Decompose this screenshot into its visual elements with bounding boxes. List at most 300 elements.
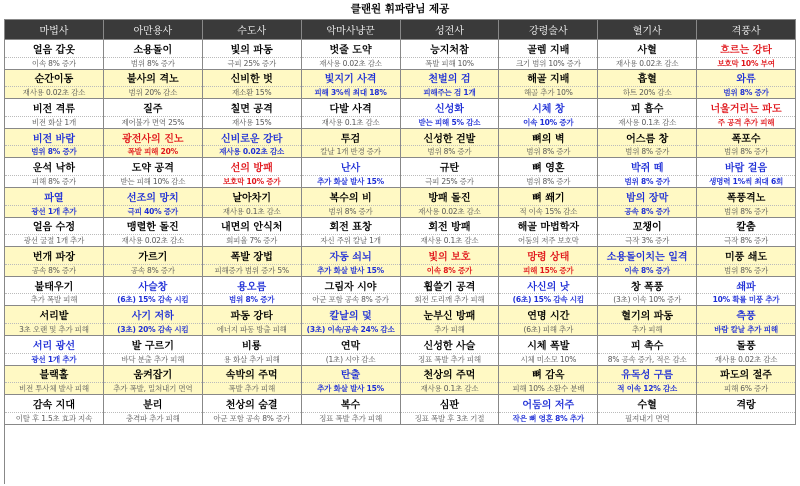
- skill-name: 발 구르기: [131, 340, 174, 352]
- skill-name: 유독성 구름: [621, 370, 674, 382]
- skill-effect: 피해 10% 소환수 분배: [499, 382, 597, 394]
- skill-effect: 재사용 0.02초 감소: [401, 205, 499, 217]
- skill-name: 운석 낙하: [32, 163, 75, 175]
- skill-name: 다발 사격: [329, 103, 372, 115]
- skill-name: 사기 저하: [131, 311, 174, 323]
- skill-cell: [203, 218, 302, 248]
- skill-effect: 받는 피해 5% 감소: [401, 116, 499, 128]
- skill-name: 쇄파: [736, 281, 756, 293]
- skill-name: 서리 광선: [32, 340, 75, 352]
- skill-name: 천상의 숨결: [225, 399, 278, 411]
- skill-name: 파열: [44, 192, 64, 204]
- skill-name: 난사: [340, 163, 361, 175]
- skill-effect: 범위 8% 증가: [499, 145, 597, 157]
- skill-cell: [302, 247, 401, 277]
- skill-cell: [499, 40, 598, 70]
- skill-cell: [5, 40, 104, 70]
- skill-name: 흡혈: [637, 74, 657, 86]
- skill-effect: 에너지 파동 방출 피해: [203, 323, 301, 335]
- skill-effect: (6초) 15% 감속 시킴: [499, 293, 597, 305]
- skill-cell: [697, 188, 796, 218]
- skill-cell: [499, 306, 598, 336]
- skill-name: 내면의 안식처: [220, 222, 283, 234]
- skill-cell: [104, 158, 203, 188]
- skill-effect: 범위 8% 증가: [697, 264, 795, 276]
- skill-effect: 피해 8% 증가: [5, 175, 103, 187]
- skill-name: 천벌의 검: [428, 74, 471, 86]
- column-header: 마법사: [5, 20, 104, 40]
- skill-cell: [104, 277, 203, 307]
- skill-cell: [598, 129, 697, 159]
- skill-cell: [104, 306, 203, 336]
- skill-effect: 칼날 1개 반경 증가: [302, 145, 400, 157]
- skill-name: 얼음 수정: [32, 222, 75, 234]
- skill-cell: [598, 395, 697, 425]
- skill-effect: 재사용 0.02초 감소: [697, 353, 795, 365]
- skill-effect: 이탈 후 1.5초 효과 지속: [5, 412, 103, 424]
- skill-cell: [302, 277, 401, 307]
- skill-name: 광전사의 진노: [122, 133, 184, 145]
- skill-effect: 범위 8% 증가: [499, 175, 597, 187]
- skill-name: 연막: [340, 340, 361, 352]
- skill-cell: [203, 336, 302, 366]
- skill-effect: 범위 8% 증가: [697, 86, 795, 98]
- skill-effect: 공속 8% 증가: [104, 264, 202, 276]
- skill-cell: [5, 99, 104, 129]
- skill-effect: 보호막 10% 부여: [697, 57, 795, 69]
- skill-name: 파동 강타: [230, 311, 273, 323]
- skill-name: 휩쓸기 공격: [423, 281, 476, 293]
- skill-name: 번개 파장: [32, 251, 75, 263]
- skill-effect: 해골 추가 10%: [499, 86, 597, 98]
- skill-effect: 범위 8% 증가: [401, 145, 499, 157]
- skill-cell: [302, 40, 401, 70]
- skill-effect: 바닥 분출 추가 피해: [104, 353, 202, 365]
- skill-cell: [697, 70, 796, 100]
- skill-cell: [499, 277, 598, 307]
- skill-cell: [598, 336, 697, 366]
- skill-name: 파도의 절주: [720, 370, 772, 382]
- skill-cell: [598, 70, 697, 100]
- skill-effect: 작은 뼈 영혼 8% 추가: [499, 412, 597, 424]
- skill-cell: [104, 70, 203, 100]
- skill-cell: [697, 99, 796, 129]
- skill-cell: [5, 277, 104, 307]
- skill-name: 선조의 망치: [126, 192, 179, 204]
- skill-cell: [401, 188, 500, 218]
- skill-name: 비룡: [242, 340, 262, 352]
- skill-effect: 하트 20% 감소: [598, 86, 696, 98]
- skill-effect: 공속 8% 증가: [5, 264, 103, 276]
- skill-name: 수혈: [637, 399, 657, 411]
- skill-effect: 범위 8% 증가: [697, 205, 795, 217]
- skill-effect: (3초) 20% 감속 시킴: [104, 323, 202, 335]
- skill-effect: 범위 20% 감소: [104, 86, 202, 98]
- skill-effect: 범위 8% 증가: [302, 205, 400, 217]
- skill-name: 사슬창: [138, 281, 168, 293]
- skill-effect: 피해 3%씩 최대 18%: [302, 86, 400, 98]
- skill-cell: [401, 247, 500, 277]
- skill-effect: 극작 8% 증가: [697, 234, 795, 246]
- skill-cell: [499, 188, 598, 218]
- skill-effect: 극피 25% 증가: [203, 57, 301, 69]
- skill-name: 탄출: [340, 370, 361, 382]
- skill-effect: 받는 피해 10% 감소: [104, 175, 202, 187]
- skill-effect: 극피 40% 증가: [104, 205, 202, 217]
- skill-cell: [401, 218, 500, 248]
- skill-cell: [598, 277, 697, 307]
- skill-name: 꼬챙이: [632, 222, 662, 234]
- skill-effect: 극피 25% 증가: [401, 175, 499, 187]
- skill-name: 회전 표창: [329, 222, 372, 234]
- skill-name: 가르기: [138, 251, 168, 263]
- skill-cell: [203, 395, 302, 425]
- skill-effect: 재사용 0.1초 감소: [598, 116, 696, 128]
- skill-name: 어스름 창: [626, 133, 669, 145]
- skill-cell: [401, 336, 500, 366]
- skill-name: 사신의 낫: [527, 281, 570, 293]
- skill-effect: 범위 8% 증가: [203, 293, 301, 305]
- skill-name: 뼈 감옥: [532, 370, 565, 382]
- skill-effect: 폭발 피해 20%: [104, 145, 202, 157]
- skill-cell: [499, 70, 598, 100]
- skill-effect: 범위 8% 증가: [697, 145, 795, 157]
- skill-cell: [401, 40, 500, 70]
- skill-cell: [302, 99, 401, 129]
- skill-cell: [104, 395, 203, 425]
- skill-effect: 아군 포함 공속 8% 증가: [203, 412, 301, 424]
- skill-effect: 피해주는 검 1개: [401, 86, 499, 98]
- skill-name: 신비한 벗: [230, 74, 273, 86]
- skill-cell: [401, 158, 500, 188]
- skill-effect: [697, 412, 795, 424]
- skill-effect: 추가 폭발, 밀쳐내기 면역: [104, 382, 202, 394]
- skill-name: 규탄: [439, 163, 460, 175]
- skill-name: 어둠의 저주: [522, 399, 575, 411]
- skill-name: 박쥐 떼: [630, 163, 664, 175]
- skill-effect: 추가 피해: [401, 323, 499, 335]
- skill-name: 피 흡수: [630, 103, 664, 115]
- skill-cell: [5, 158, 104, 188]
- skill-effect: (3초) 이속 10% 증가: [598, 293, 696, 305]
- skill-effect: 재사용 0.1초 감소: [401, 382, 499, 394]
- skill-name: 방패 돌진: [428, 192, 471, 204]
- skill-name: 신성한 사슬: [423, 340, 476, 352]
- skill-name: 도약 공격: [131, 163, 174, 175]
- skill-effect: 폭발 추가 피해: [203, 382, 301, 394]
- skill-cell: [302, 188, 401, 218]
- skill-name: 그림자 시야: [324, 281, 377, 293]
- skill-effect: 추가 화살 발사 15%: [302, 264, 400, 276]
- skill-name: 골렘 지배: [527, 44, 570, 56]
- skill-cell: [302, 158, 401, 188]
- skill-effect: 회피율 7% 증가: [203, 234, 301, 246]
- skill-cell: [203, 99, 302, 129]
- skill-name: 블랙홀: [39, 370, 69, 382]
- skill-name: 칠면 공격: [230, 103, 273, 115]
- skill-cell: [203, 306, 302, 336]
- skill-effect: 극작 3% 증가: [598, 234, 696, 246]
- skill-name: 폭포수: [731, 133, 761, 145]
- skill-cell: [104, 129, 203, 159]
- skill-cell: [499, 366, 598, 396]
- skill-effect: 재사용 0.02초 감소: [5, 86, 103, 98]
- skill-cell: [203, 129, 302, 159]
- skill-cell: [302, 218, 401, 248]
- skill-name: 복수의 비: [329, 192, 372, 204]
- skill-name: 순간이동: [34, 74, 74, 86]
- skill-effect: 공속 8% 증가: [598, 205, 696, 217]
- skill-name: 시체 폭발: [527, 340, 570, 352]
- skill-table: [4, 19, 796, 484]
- skill-cell: [401, 70, 500, 100]
- skill-cell: [401, 277, 500, 307]
- skill-cell: [697, 158, 796, 188]
- skill-cell: [5, 247, 104, 277]
- skill-cell: [499, 218, 598, 248]
- skill-effect: 용 화살 추가 피해: [203, 353, 301, 365]
- column-header: 성전사: [401, 20, 500, 40]
- column-header: 수도사: [203, 20, 302, 40]
- skill-effect: 재소환 15%: [203, 86, 301, 98]
- skill-effect: 재사용 0.02초 감소: [104, 234, 202, 246]
- skill-name: 선의 방패: [230, 163, 273, 175]
- skill-cell: [5, 188, 104, 218]
- skill-cell: [302, 366, 401, 396]
- skill-name: 회전 방패: [428, 222, 471, 234]
- skill-cell: [5, 366, 104, 396]
- skill-effect: 이속 8% 증가: [401, 264, 499, 276]
- skill-cell: [5, 218, 104, 248]
- skill-effect: 피해 15% 증가: [499, 264, 597, 276]
- skill-cell: [598, 158, 697, 188]
- skill-cell: [499, 99, 598, 129]
- skill-effect: 광선 굴절 1개 추가: [5, 234, 103, 246]
- skill-cell: [697, 218, 796, 248]
- skill-effect: 추가 폭발 피해: [5, 293, 103, 305]
- skill-effect: 바람 칼날 추가 피해: [697, 323, 795, 335]
- skill-cell: [499, 247, 598, 277]
- skill-cell: [598, 306, 697, 336]
- skill-effect: 추가 화살 발사 15%: [302, 382, 400, 394]
- skill-cell: [598, 366, 697, 396]
- skill-effect: 보호막 10% 증가: [203, 175, 301, 187]
- skill-name: 자동 쇠뇌: [329, 251, 372, 263]
- skill-name: 바람 걸음: [725, 163, 768, 175]
- skill-cell: [302, 336, 401, 366]
- skill-effect: (6초) 피해 추가: [499, 323, 597, 335]
- skill-effect: 충격파 추가 피해: [104, 412, 202, 424]
- skill-name: 날아차기: [232, 192, 271, 204]
- skill-cell: [697, 336, 796, 366]
- skill-effect: 폭발 피해 10%: [401, 57, 499, 69]
- skill-cell: [302, 306, 401, 336]
- skill-name: 분리: [143, 399, 163, 411]
- skill-name: 밤의 장막: [626, 192, 669, 204]
- skill-cell: [401, 395, 500, 425]
- skill-cell: [302, 70, 401, 100]
- skill-name: 망령 상태: [527, 251, 570, 263]
- skill-name: 심판: [439, 399, 460, 411]
- skill-name: 신성화: [434, 103, 464, 115]
- skill-name: 소용돌이: [133, 44, 173, 56]
- skill-name: 움켜잡기: [133, 370, 173, 382]
- skill-name: 미풍 쇄도: [725, 251, 768, 263]
- skill-name: 폭풍격노: [726, 192, 766, 204]
- skill-cell: [104, 336, 203, 366]
- skill-cell: [598, 218, 697, 248]
- skill-effect: 제어불가 면역 25%: [104, 116, 202, 128]
- skill-cell: [203, 366, 302, 396]
- column-header: 악마사냥꾼: [302, 20, 401, 40]
- page-title: 클랜원 휘파람님 제공: [350, 3, 450, 15]
- skill-effect: 범위 8% 증가: [104, 57, 202, 69]
- skill-cell: [697, 129, 796, 159]
- skill-effect: 어둠의 저주 보호막: [499, 234, 597, 246]
- skill-effect: 이속 10% 증가: [499, 116, 597, 128]
- skill-name: 얼음 갑옷: [32, 44, 75, 56]
- skill-name: 격랑: [736, 399, 756, 411]
- skill-name: 와류: [736, 74, 756, 86]
- skill-name: 피 촉수: [630, 340, 664, 352]
- skill-cell: [203, 158, 302, 188]
- skill-cell: [401, 366, 500, 396]
- skill-effect: 징표 폭발 추가 피해: [401, 353, 499, 365]
- skill-name: 뼈 영혼: [532, 163, 565, 175]
- column-header: 혈기사: [598, 20, 697, 40]
- skill-name: 뼈의 벽: [532, 133, 565, 145]
- skill-cell: [499, 395, 598, 425]
- skill-effect: 피해증가 범위 증가 5%: [203, 264, 301, 276]
- skill-name: 용오름: [237, 281, 267, 293]
- skill-effect: 재사용 15%: [203, 116, 301, 128]
- skill-effect: 추가 화살 발사 15%: [302, 175, 400, 187]
- skill-name: 흐르는 강타: [720, 44, 772, 56]
- skill-name: 사혈: [637, 44, 657, 56]
- skill-name: 칼춤: [736, 222, 756, 234]
- skill-effect: (3초) 이속/공속 24% 감소: [302, 323, 400, 335]
- skill-cell: [302, 129, 401, 159]
- skill-cell: [104, 188, 203, 218]
- skill-effect: 범위 8% 증가: [598, 145, 696, 157]
- skill-effect: 범위 8% 증가: [5, 145, 103, 157]
- skill-name: 질주: [143, 103, 163, 115]
- skill-effect: 비전 투사체 발사 피해: [5, 382, 103, 394]
- skill-cell: [104, 247, 203, 277]
- skill-name: 능지처참: [430, 44, 469, 56]
- skill-name: 벗줄 도약: [329, 44, 372, 56]
- skill-name: 빛의 파동: [230, 44, 273, 56]
- skill-name: 비전 격류: [32, 103, 75, 115]
- skill-effect: 재사용 0.1초 감소: [302, 116, 400, 128]
- skill-cell: [203, 188, 302, 218]
- skill-cell: [401, 99, 500, 129]
- skill-cell: [598, 99, 697, 129]
- skill-name: 해골 마법학자: [517, 222, 580, 234]
- skill-effect: 생명력 1%씩 최대 6회: [697, 175, 795, 187]
- skill-effect: 시체 미소모 10%: [499, 353, 597, 365]
- skill-name: 서리밭: [39, 311, 69, 323]
- skill-cell: [697, 395, 796, 425]
- skill-cell: [697, 247, 796, 277]
- skill-effect: 추가 피해: [598, 323, 696, 335]
- skill-cell: [401, 129, 500, 159]
- skill-effect: 주 공격 추가 피해: [697, 116, 795, 128]
- skill-cell: [104, 99, 203, 129]
- skill-cell: [203, 40, 302, 70]
- skill-name: 너울거리는 파도: [710, 103, 782, 115]
- skill-name: 연명 시간: [527, 311, 570, 323]
- skill-cell: [401, 306, 500, 336]
- skill-name: 뼈 쐐기: [532, 192, 565, 204]
- skill-effect: 범위 8% 증가: [598, 175, 696, 187]
- skill-effect: 적 이속 12% 감소: [598, 382, 696, 394]
- skill-name: 신성한 걷발: [423, 133, 476, 145]
- skill-name: 빛의 보호: [428, 251, 471, 263]
- skill-name: 돌풍: [736, 340, 756, 352]
- skill-effect: 아군 포함 공속 8% 증가: [302, 293, 400, 305]
- skill-cell: [5, 129, 104, 159]
- skill-name: 투검: [340, 133, 361, 145]
- column-header: 강령술사: [499, 20, 598, 40]
- skill-effect: 8% 공속 증가, 적은 감소: [598, 353, 696, 365]
- skill-name: 불사의 격노: [126, 74, 179, 86]
- column-header: 격풍사: [697, 20, 796, 40]
- skill-effect: (6초) 15% 감속 시킴: [104, 293, 202, 305]
- skill-cell: [203, 247, 302, 277]
- skill-effect: 징표 폭발 추가 피해: [302, 412, 400, 424]
- skill-name: 폭발 장법: [230, 251, 273, 263]
- skill-cell: [104, 40, 203, 70]
- skill-name: 측풍: [736, 311, 756, 323]
- skill-cell: [104, 218, 203, 248]
- skill-cell: [697, 306, 796, 336]
- skill-name: 소용돌이치는 일격: [606, 251, 688, 263]
- skill-name: 맹렬한 돌진: [126, 222, 179, 234]
- skill-effect: 크기 범위 10% 증가: [499, 57, 597, 69]
- skill-name: 시체 창: [532, 103, 565, 115]
- skill-effect: 필져내기 면역: [598, 412, 696, 424]
- skill-name: 불태우기: [34, 281, 74, 293]
- skill-name: 창 폭풍: [630, 281, 664, 293]
- skill-cell: [104, 366, 203, 396]
- skill-cell: [598, 247, 697, 277]
- column-header: 아만용사: [104, 20, 203, 40]
- skill-cell: [499, 129, 598, 159]
- skill-effect: (1초) 시야 감소: [302, 353, 400, 365]
- skill-effect: 회전 도리깨 추가 피해: [401, 293, 499, 305]
- skill-name: 속박의 주먹: [225, 370, 278, 382]
- skill-name: 비전 바람: [32, 133, 75, 145]
- skill-name: 감속 지대: [32, 399, 75, 411]
- skill-effect: 재사용 0.1초 감소: [203, 205, 301, 217]
- skill-name: 눈부신 방패: [423, 311, 476, 323]
- skill-cell: [697, 277, 796, 307]
- skill-name: 신비로운 강타: [220, 133, 283, 145]
- skill-cell: [499, 336, 598, 366]
- skill-effect: 재사용 0.02초 감소: [203, 145, 301, 157]
- skill-cell: [697, 40, 796, 70]
- skill-effect: 비전 화살 1개: [5, 116, 103, 128]
- skill-effect: 이속 8% 증가: [598, 264, 696, 276]
- skill-name: 칼날의 덫: [329, 311, 372, 323]
- skill-cell: [5, 395, 104, 425]
- skill-cell: [203, 277, 302, 307]
- skill-effect: 재사용 0.02초 감소: [302, 57, 400, 69]
- skill-effect: 광선 1개 추가: [5, 353, 103, 365]
- skill-effect: 자신 주위 칼날 1개: [302, 234, 400, 246]
- skill-name: 빛지기 사격: [324, 74, 377, 86]
